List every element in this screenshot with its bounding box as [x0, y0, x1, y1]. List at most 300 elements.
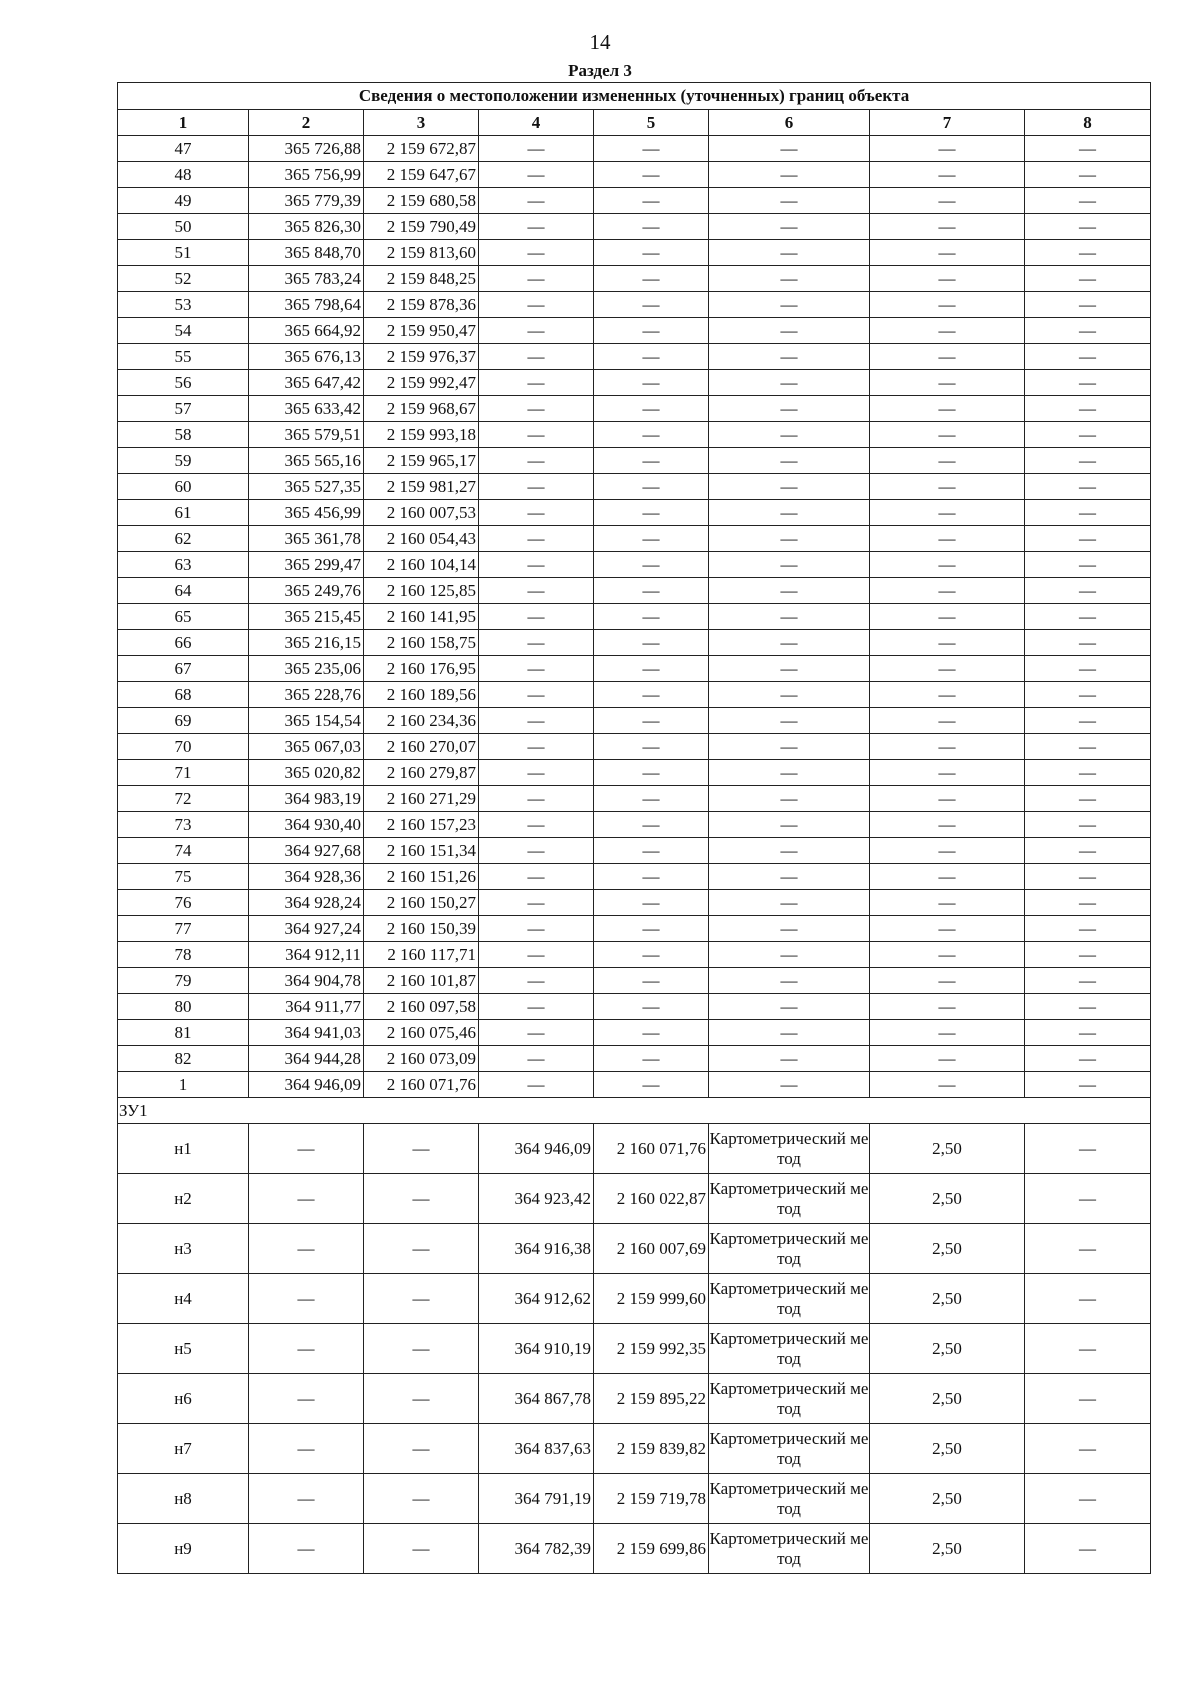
table-row	[118, 1274, 1151, 1324]
table-cell: —	[594, 682, 709, 708]
table-cell: 72	[118, 786, 249, 812]
table-row	[118, 682, 1151, 708]
table-cell: —	[594, 786, 709, 812]
table-cell: —	[1025, 162, 1151, 188]
table-cell: 364 910,19	[479, 1324, 594, 1374]
table-cell: 2 160 022,87	[594, 1174, 709, 1224]
group-label: ЗУ1	[118, 1098, 1151, 1124]
table-cell: —	[479, 864, 594, 890]
table-cell: 365 664,92	[249, 318, 364, 344]
table-cell: —	[479, 448, 594, 474]
table-cell: 2,50	[870, 1274, 1025, 1324]
table-cell: —	[709, 370, 870, 396]
table-row	[118, 1174, 1151, 1224]
table-cell: —	[709, 448, 870, 474]
table-row	[118, 318, 1151, 344]
table-cell: —	[249, 1424, 364, 1474]
table-row	[118, 812, 1151, 838]
table-cell: 365 647,42	[249, 370, 364, 396]
table-row	[118, 188, 1151, 214]
table-cell: —	[479, 188, 594, 214]
table-cell: —	[479, 734, 594, 760]
table-cell: —	[709, 422, 870, 448]
column-number-header: 3	[364, 110, 479, 136]
table-cell: —	[709, 500, 870, 526]
table-cell: —	[594, 396, 709, 422]
table-cell: —	[870, 370, 1025, 396]
table-cell: 2 160 151,34	[364, 838, 479, 864]
table-cell: 48	[118, 162, 249, 188]
table-cell: —	[870, 760, 1025, 786]
table-cell: —	[479, 1046, 594, 1072]
table-cell: —	[709, 240, 870, 266]
table-cell: 74	[118, 838, 249, 864]
table-cell: 2 160 176,95	[364, 656, 479, 682]
table-cell: н1	[118, 1124, 249, 1174]
table-cell: 2 159 699,86	[594, 1524, 709, 1574]
table-cell: —	[1025, 370, 1151, 396]
table-cell: 2,50	[870, 1474, 1025, 1524]
table-cell: —	[870, 266, 1025, 292]
table-cell: 365 798,64	[249, 292, 364, 318]
table-cell: н2	[118, 1174, 249, 1224]
table-row	[118, 1324, 1151, 1374]
table-cell: 2 159 993,18	[364, 422, 479, 448]
table-cell: 365 154,54	[249, 708, 364, 734]
table-cell: —	[594, 968, 709, 994]
page-number: 14	[589, 30, 611, 54]
table-cell: —	[479, 396, 594, 422]
table-cell: 68	[118, 682, 249, 708]
table-cell: —	[594, 708, 709, 734]
table-cell: —	[1025, 214, 1151, 240]
table-cell: —	[1025, 734, 1151, 760]
table-cell: 364 928,24	[249, 890, 364, 916]
table-cell: —	[249, 1124, 364, 1174]
table-cell: 2 160 141,95	[364, 604, 479, 630]
table-cell: —	[594, 162, 709, 188]
table-cell: Картометрический метод	[709, 1274, 870, 1324]
table-cell: —	[479, 604, 594, 630]
table-cell: —	[594, 890, 709, 916]
table-cell: 2 160 158,75	[364, 630, 479, 656]
table-cell: —	[1025, 1174, 1151, 1224]
table-cell: —	[870, 604, 1025, 630]
table-cell: —	[1025, 136, 1151, 162]
table-cell: 364 791,19	[479, 1474, 594, 1524]
table-cell: —	[1025, 526, 1151, 552]
table-cell: —	[479, 890, 594, 916]
table-cell: 2 160 007,53	[364, 500, 479, 526]
table-cell: 2 159 790,49	[364, 214, 479, 240]
column-number-header: 5	[594, 110, 709, 136]
table-cell: 2 159 992,47	[364, 370, 479, 396]
table-row	[118, 942, 1151, 968]
table-cell: 2 159 878,36	[364, 292, 479, 318]
table-cell: —	[1025, 942, 1151, 968]
table-cell: —	[249, 1524, 364, 1574]
table-cell: —	[709, 578, 870, 604]
table-cell: —	[1025, 240, 1151, 266]
table-cell: 2,50	[870, 1424, 1025, 1474]
table-cell: 2 159 813,60	[364, 240, 479, 266]
table-cell: Картометрический метод	[709, 1424, 870, 1474]
table-cell: —	[1025, 1224, 1151, 1274]
table-cell: 2 160 007,69	[594, 1224, 709, 1274]
table-cell: —	[709, 760, 870, 786]
table-row	[118, 734, 1151, 760]
table-cell: —	[709, 656, 870, 682]
table-cell: —	[479, 656, 594, 682]
table-cell: —	[1025, 682, 1151, 708]
table-row	[118, 760, 1151, 786]
table-cell: 2 159 999,60	[594, 1274, 709, 1324]
table-cell: 2 159 672,87	[364, 136, 479, 162]
table-cell: —	[709, 968, 870, 994]
table-cell: н6	[118, 1374, 249, 1424]
table-cell: —	[709, 1072, 870, 1098]
table-cell: н9	[118, 1524, 249, 1574]
table-cell: —	[870, 448, 1025, 474]
table-cell: —	[870, 786, 1025, 812]
table-cell: —	[870, 396, 1025, 422]
table-cell: —	[479, 344, 594, 370]
table-cell: —	[1025, 708, 1151, 734]
table-row	[118, 344, 1151, 370]
table-cell: —	[479, 994, 594, 1020]
table-cell: —	[709, 942, 870, 968]
table-cell: —	[479, 214, 594, 240]
column-number-header: 4	[479, 110, 594, 136]
table-cell: —	[709, 396, 870, 422]
table-cell: 364 941,03	[249, 1020, 364, 1046]
table-cell: —	[870, 864, 1025, 890]
table-cell: —	[479, 916, 594, 942]
table-cell: —	[1025, 448, 1151, 474]
table-row	[118, 474, 1151, 500]
table-cell: 79	[118, 968, 249, 994]
table-cell: —	[594, 266, 709, 292]
table-cell: —	[479, 474, 594, 500]
table-cell: —	[1025, 266, 1151, 292]
table-cell: 2 160 071,76	[364, 1072, 479, 1098]
table-cell: 365 726,88	[249, 136, 364, 162]
table-cell: —	[1025, 1020, 1151, 1046]
table-cell: 2 160 157,23	[364, 812, 479, 838]
table-cell: —	[1025, 1324, 1151, 1374]
table-cell: —	[1025, 968, 1151, 994]
table-cell: —	[1025, 1046, 1151, 1072]
table-cell: 70	[118, 734, 249, 760]
table-cell: 80	[118, 994, 249, 1020]
table-cell: —	[479, 370, 594, 396]
table-cell: 365 249,76	[249, 578, 364, 604]
table-cell: —	[870, 734, 1025, 760]
table-cell: —	[1025, 1072, 1151, 1098]
table-row	[118, 266, 1151, 292]
table-cell: 2 160 151,26	[364, 864, 479, 890]
table-cell: —	[870, 162, 1025, 188]
table-cell: —	[364, 1374, 479, 1424]
table-cell: —	[594, 578, 709, 604]
table-cell: 365 579,51	[249, 422, 364, 448]
table-row	[118, 864, 1151, 890]
table-cell: —	[1025, 188, 1151, 214]
table-cell: 71	[118, 760, 249, 786]
table-cell: 365 215,45	[249, 604, 364, 630]
table-row	[118, 1524, 1151, 1574]
table-cell: 365 756,99	[249, 162, 364, 188]
table-cell: —	[364, 1324, 479, 1374]
table-row	[118, 994, 1151, 1020]
table-cell: —	[870, 318, 1025, 344]
table-cell: 365 299,47	[249, 552, 364, 578]
table-cell: —	[594, 916, 709, 942]
table-cell: 365 235,06	[249, 656, 364, 682]
table-cell: 2 159 895,22	[594, 1374, 709, 1424]
table-cell: Картометрический метод	[709, 1524, 870, 1574]
table-row	[118, 136, 1151, 162]
table-cell: 365 633,42	[249, 396, 364, 422]
table-cell: —	[594, 760, 709, 786]
table-cell: —	[709, 526, 870, 552]
table-cell: 2 159 680,58	[364, 188, 479, 214]
table-cell: 2 160 104,14	[364, 552, 479, 578]
table-cell: 364 923,42	[479, 1174, 594, 1224]
table-cell: —	[1025, 578, 1151, 604]
table-cell: —	[249, 1224, 364, 1274]
table-row	[118, 708, 1151, 734]
table-cell: —	[870, 526, 1025, 552]
table-cell: —	[594, 188, 709, 214]
table-cell: 50	[118, 214, 249, 240]
table-cell: н4	[118, 1274, 249, 1324]
table-row	[118, 552, 1151, 578]
table-cell: —	[709, 266, 870, 292]
table-cell: 364 927,24	[249, 916, 364, 942]
table-cell: —	[594, 526, 709, 552]
table-cell: —	[594, 136, 709, 162]
table-cell: 2 159 950,47	[364, 318, 479, 344]
table-cell: —	[364, 1224, 479, 1274]
table-cell: —	[479, 136, 594, 162]
table-cell: 2 160 270,07	[364, 734, 479, 760]
table-cell: —	[479, 942, 594, 968]
table-cell: 2 159 647,67	[364, 162, 479, 188]
table-cell: 2 160 234,36	[364, 708, 479, 734]
table-cell: —	[249, 1324, 364, 1374]
section-title: Раздел 3	[568, 61, 632, 80]
table-cell: 2 160 150,39	[364, 916, 479, 942]
table-cell: 365 527,35	[249, 474, 364, 500]
column-number-header: 2	[249, 110, 364, 136]
table-cell: 61	[118, 500, 249, 526]
table-cell: 365 826,30	[249, 214, 364, 240]
table-cell: 75	[118, 864, 249, 890]
table-cell: —	[709, 630, 870, 656]
table-cell: —	[870, 474, 1025, 500]
table-row	[118, 1020, 1151, 1046]
table-cell: Картометрический метод	[709, 1374, 870, 1424]
table-cell: —	[1025, 474, 1151, 500]
table-cell: —	[1025, 760, 1151, 786]
table-cell: —	[1025, 916, 1151, 942]
table-cell: 2 160 125,85	[364, 578, 479, 604]
table-cell: —	[594, 318, 709, 344]
table-cell: —	[594, 344, 709, 370]
table-cell: 365 228,76	[249, 682, 364, 708]
table-cell: —	[709, 344, 870, 370]
table-cell: 2 159 968,67	[364, 396, 479, 422]
column-number-header: 1	[118, 110, 249, 136]
table-cell: 2 160 117,71	[364, 942, 479, 968]
table-cell: —	[479, 240, 594, 266]
table-row	[118, 1374, 1151, 1424]
table-cell: —	[1025, 422, 1151, 448]
table-cell: —	[594, 214, 709, 240]
table-cell: —	[364, 1174, 479, 1224]
table-row	[118, 786, 1151, 812]
table-cell: 2 160 279,87	[364, 760, 479, 786]
table-cell: —	[870, 656, 1025, 682]
table-cell: 76	[118, 890, 249, 916]
table-cell: 2 159 965,17	[364, 448, 479, 474]
table-cell: —	[594, 1072, 709, 1098]
table-cell: —	[479, 162, 594, 188]
table-cell: —	[709, 1046, 870, 1072]
table-cell: Картометрический метод	[709, 1324, 870, 1374]
table-cell: н5	[118, 1324, 249, 1374]
table-cell: —	[479, 708, 594, 734]
table-cell: —	[479, 682, 594, 708]
table-cell: Картометрический метод	[709, 1474, 870, 1524]
table-cell: 365 456,99	[249, 500, 364, 526]
table-cell: —	[870, 838, 1025, 864]
table-cell: —	[870, 890, 1025, 916]
table-cell: —	[709, 734, 870, 760]
table-cell: —	[479, 500, 594, 526]
table-cell: —	[870, 422, 1025, 448]
table-row	[118, 1424, 1151, 1474]
column-number-row	[118, 110, 1151, 136]
table-cell: —	[1025, 656, 1151, 682]
table-cell: Картометрический метод	[709, 1224, 870, 1274]
table-row	[118, 968, 1151, 994]
table-cell: 2 160 097,58	[364, 994, 479, 1020]
table-caption: Сведения о местоположении измененных (уточненных) границ объекта	[118, 83, 1151, 110]
table-cell: —	[594, 994, 709, 1020]
table-cell: 2 159 976,37	[364, 344, 479, 370]
table-cell: —	[1025, 786, 1151, 812]
table-cell: 73	[118, 812, 249, 838]
table-row	[118, 656, 1151, 682]
table-cell: 2,50	[870, 1224, 1025, 1274]
table-row	[118, 240, 1151, 266]
table-cell: —	[594, 500, 709, 526]
table-cell: 364 912,11	[249, 942, 364, 968]
table-cell: 57	[118, 396, 249, 422]
table-cell: —	[709, 188, 870, 214]
table-cell: —	[870, 214, 1025, 240]
table-cell: 365 848,70	[249, 240, 364, 266]
table-cell: —	[594, 552, 709, 578]
table-row	[118, 1224, 1151, 1274]
table-cell: —	[594, 292, 709, 318]
table-cell: —	[870, 812, 1025, 838]
table-cell: 58	[118, 422, 249, 448]
table-cell: 365 779,39	[249, 188, 364, 214]
table-cell: —	[709, 292, 870, 318]
table-cell: —	[709, 916, 870, 942]
table-row	[118, 448, 1151, 474]
table-cell: —	[594, 604, 709, 630]
table-cell: —	[594, 422, 709, 448]
table-cell: —	[870, 942, 1025, 968]
table-cell: 60	[118, 474, 249, 500]
table-row	[118, 214, 1151, 240]
table-row	[118, 422, 1151, 448]
table-cell: 49	[118, 188, 249, 214]
table-cell: —	[709, 604, 870, 630]
table-cell: —	[249, 1374, 364, 1424]
table-cell: 364 928,36	[249, 864, 364, 890]
table-cell: —	[364, 1474, 479, 1524]
table-row	[118, 1124, 1151, 1174]
table-cell: н3	[118, 1224, 249, 1274]
table-cell: 365 020,82	[249, 760, 364, 786]
table-cell: —	[479, 292, 594, 318]
table-cell: —	[479, 812, 594, 838]
table-cell: 364 983,19	[249, 786, 364, 812]
table-cell: —	[479, 838, 594, 864]
table-cell: 47	[118, 136, 249, 162]
table-cell: —	[249, 1474, 364, 1524]
table-cell: 2,50	[870, 1124, 1025, 1174]
table-cell: —	[870, 344, 1025, 370]
table-cell: 364 927,68	[249, 838, 364, 864]
table-cell: —	[594, 1046, 709, 1072]
table-cell: —	[594, 630, 709, 656]
table-cell: —	[870, 916, 1025, 942]
table-row	[118, 500, 1151, 526]
table-row	[118, 292, 1151, 318]
table-cell: 65	[118, 604, 249, 630]
table-cell: —	[1025, 396, 1151, 422]
table-cell: 2 160 073,09	[364, 1046, 479, 1072]
table-cell: —	[364, 1424, 479, 1474]
table-cell: —	[1025, 838, 1151, 864]
table-cell: —	[1025, 292, 1151, 318]
table-cell: 54	[118, 318, 249, 344]
table-cell: —	[870, 630, 1025, 656]
table-cell: —	[870, 188, 1025, 214]
table-row	[118, 890, 1151, 916]
table-row	[118, 604, 1151, 630]
table-row	[118, 1046, 1151, 1072]
table-cell: —	[870, 578, 1025, 604]
table-cell: —	[594, 864, 709, 890]
table-cell: —	[870, 708, 1025, 734]
table-cell: 2 160 150,27	[364, 890, 479, 916]
table-row	[118, 370, 1151, 396]
table-cell: 2 160 071,76	[594, 1124, 709, 1174]
table-cell: —	[870, 994, 1025, 1020]
table-cell: —	[709, 136, 870, 162]
table-cell: 365 565,16	[249, 448, 364, 474]
table-cell: н8	[118, 1474, 249, 1524]
table-cell: —	[594, 240, 709, 266]
table-cell: —	[1025, 864, 1151, 890]
